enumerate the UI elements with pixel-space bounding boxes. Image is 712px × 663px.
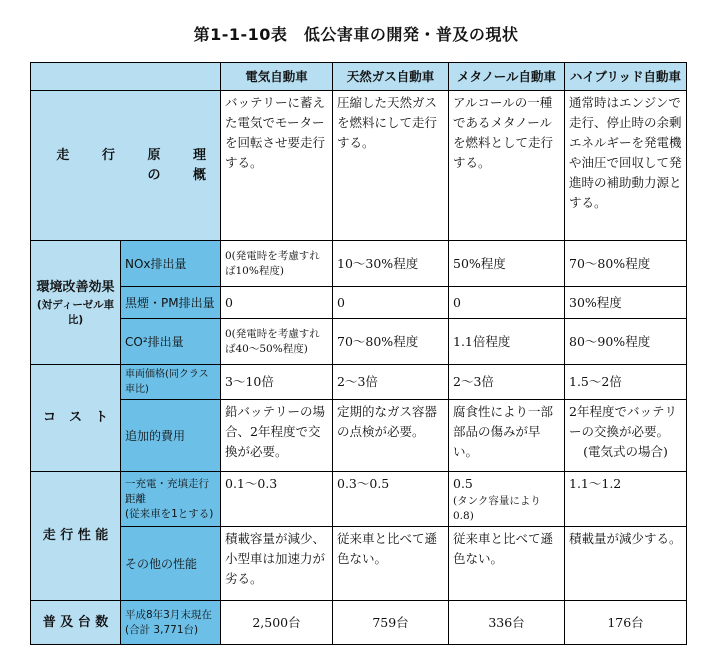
env-pm-label: 黒煙・PM排出量 — [121, 287, 221, 319]
env-co2-methanol: 1.1倍程度 — [449, 319, 565, 365]
perf-range-label: 一充電・充填走行距離 (従来車を1とする) — [121, 472, 221, 527]
perf-other-label: その他の性能 — [121, 527, 221, 601]
col-header-electric: 電気自動車 — [221, 63, 333, 91]
env-row-nox — [31, 241, 687, 287]
perf-other-electric: 積載容量が減少、小型車は加速力が劣る。 — [221, 527, 333, 601]
adoption-methanol: 336台 — [449, 601, 565, 645]
cost-additional-cng: 定期的なガス容器の点検が必要。 — [333, 400, 449, 472]
adoption-label: 普 及 台 数 — [31, 601, 121, 645]
environment-label: 環境改善効果 (対ディーゼル車比) — [31, 241, 121, 365]
header-corner — [31, 63, 221, 91]
perf-row-other — [31, 527, 687, 601]
perf-row-range — [31, 472, 687, 527]
perf-range-electric: 0.1～0.3 — [221, 472, 333, 527]
env-co2-electric: 0(発電時を考慮すれば40～50%程度) — [221, 319, 333, 365]
cost-price-hybrid: 1.5～2倍 — [565, 365, 687, 400]
col-header-cng: 天然ガス自動車 — [333, 63, 449, 91]
col-header-methanol: メタノール自動車 — [449, 63, 565, 91]
principle-electric: バッテリーに蓄えた電気でモーターを回転させ要走行する。 — [221, 91, 333, 241]
cost-additional-hybrid: 2年程度でバッテリーの交換が必要。 (電気式の場合) — [565, 400, 687, 472]
cost-price-methanol: 2～3倍 — [449, 365, 565, 400]
env-pm-hybrid: 30%程度 — [565, 287, 687, 319]
principle-methanol: アルコールの一種であるメタノールを燃料として走行する。 — [449, 91, 565, 241]
adoption-electric: 2,500台 — [221, 601, 333, 645]
cost-label: コ ス ト — [31, 365, 121, 472]
adoption-cng: 759台 — [333, 601, 449, 645]
header-row — [31, 63, 687, 91]
cost-additional-electric: 鉛バッテリーの場合、2年程度で交換が必要。 — [221, 400, 333, 472]
cost-price-cng: 2～3倍 — [333, 365, 449, 400]
env-nox-methanol: 50%程度 — [449, 241, 565, 287]
adoption-sub-label: 平成8年3月末現在 (合計 3,771台) — [121, 601, 221, 645]
env-nox-label: NOx排出量 — [121, 241, 221, 287]
cost-price-electric: 3～10倍 — [221, 365, 333, 400]
env-co2-label: CO²排出量 — [121, 319, 221, 365]
adoption-hybrid: 176台 — [565, 601, 687, 645]
principle-label: 走 行 原 理 の 概 — [31, 91, 221, 241]
env-nox-cng: 10～30%程度 — [333, 241, 449, 287]
env-pm-cng: 0 — [333, 287, 449, 319]
page-title: 第1-1-10表 低公害車の開発・普及の現状 — [193, 25, 519, 44]
perf-range-hybrid: 1.1～1.2 — [565, 472, 687, 527]
perf-other-hybrid: 積載量が減少する。 — [565, 527, 687, 601]
cost-additional-label: 追加的費用 — [121, 400, 221, 472]
env-nox-electric: 0(発電時を考慮すれば10%程度) — [221, 241, 333, 287]
cost-row-additional — [31, 400, 687, 472]
perf-other-cng: 従来車と比べて遜色ない。 — [333, 527, 449, 601]
principle-row — [31, 91, 687, 241]
env-pm-electric: 0 — [221, 287, 333, 319]
perf-range-cng: 0.3～0.5 — [333, 472, 449, 527]
cost-row-price — [31, 365, 687, 400]
principle-cng: 圧縮した天然ガスを燃料にして走行する。 — [333, 91, 449, 241]
perf-other-methanol: 従来車と比べて遜色ない。 — [449, 527, 565, 601]
env-row-co2 — [31, 319, 687, 365]
env-co2-cng: 70～80%程度 — [333, 319, 449, 365]
performance-label: 走 行 性 能 — [31, 472, 121, 601]
env-row-pm — [31, 287, 687, 319]
env-nox-hybrid: 70～80%程度 — [565, 241, 687, 287]
adoption-row — [31, 601, 687, 645]
cost-price-label: 車両価格(同クラス車比) — [121, 365, 221, 400]
cost-additional-methanol: 腐食性により一部部品の傷みが早い。 — [449, 400, 565, 472]
col-header-hybrid: ハイブリッド自動車 — [565, 63, 687, 91]
env-pm-methanol: 0 — [449, 287, 565, 319]
env-co2-hybrid: 80～90%程度 — [565, 319, 687, 365]
perf-range-methanol: 0.5 (タンク容量により0.8) — [449, 472, 565, 527]
principle-hybrid: 通常時はエンジンで走行、停止時の余剰エネルギーを発電機や油圧で回収して発進時の補助動力源とする。 — [565, 91, 687, 241]
comparison-table — [30, 62, 687, 645]
